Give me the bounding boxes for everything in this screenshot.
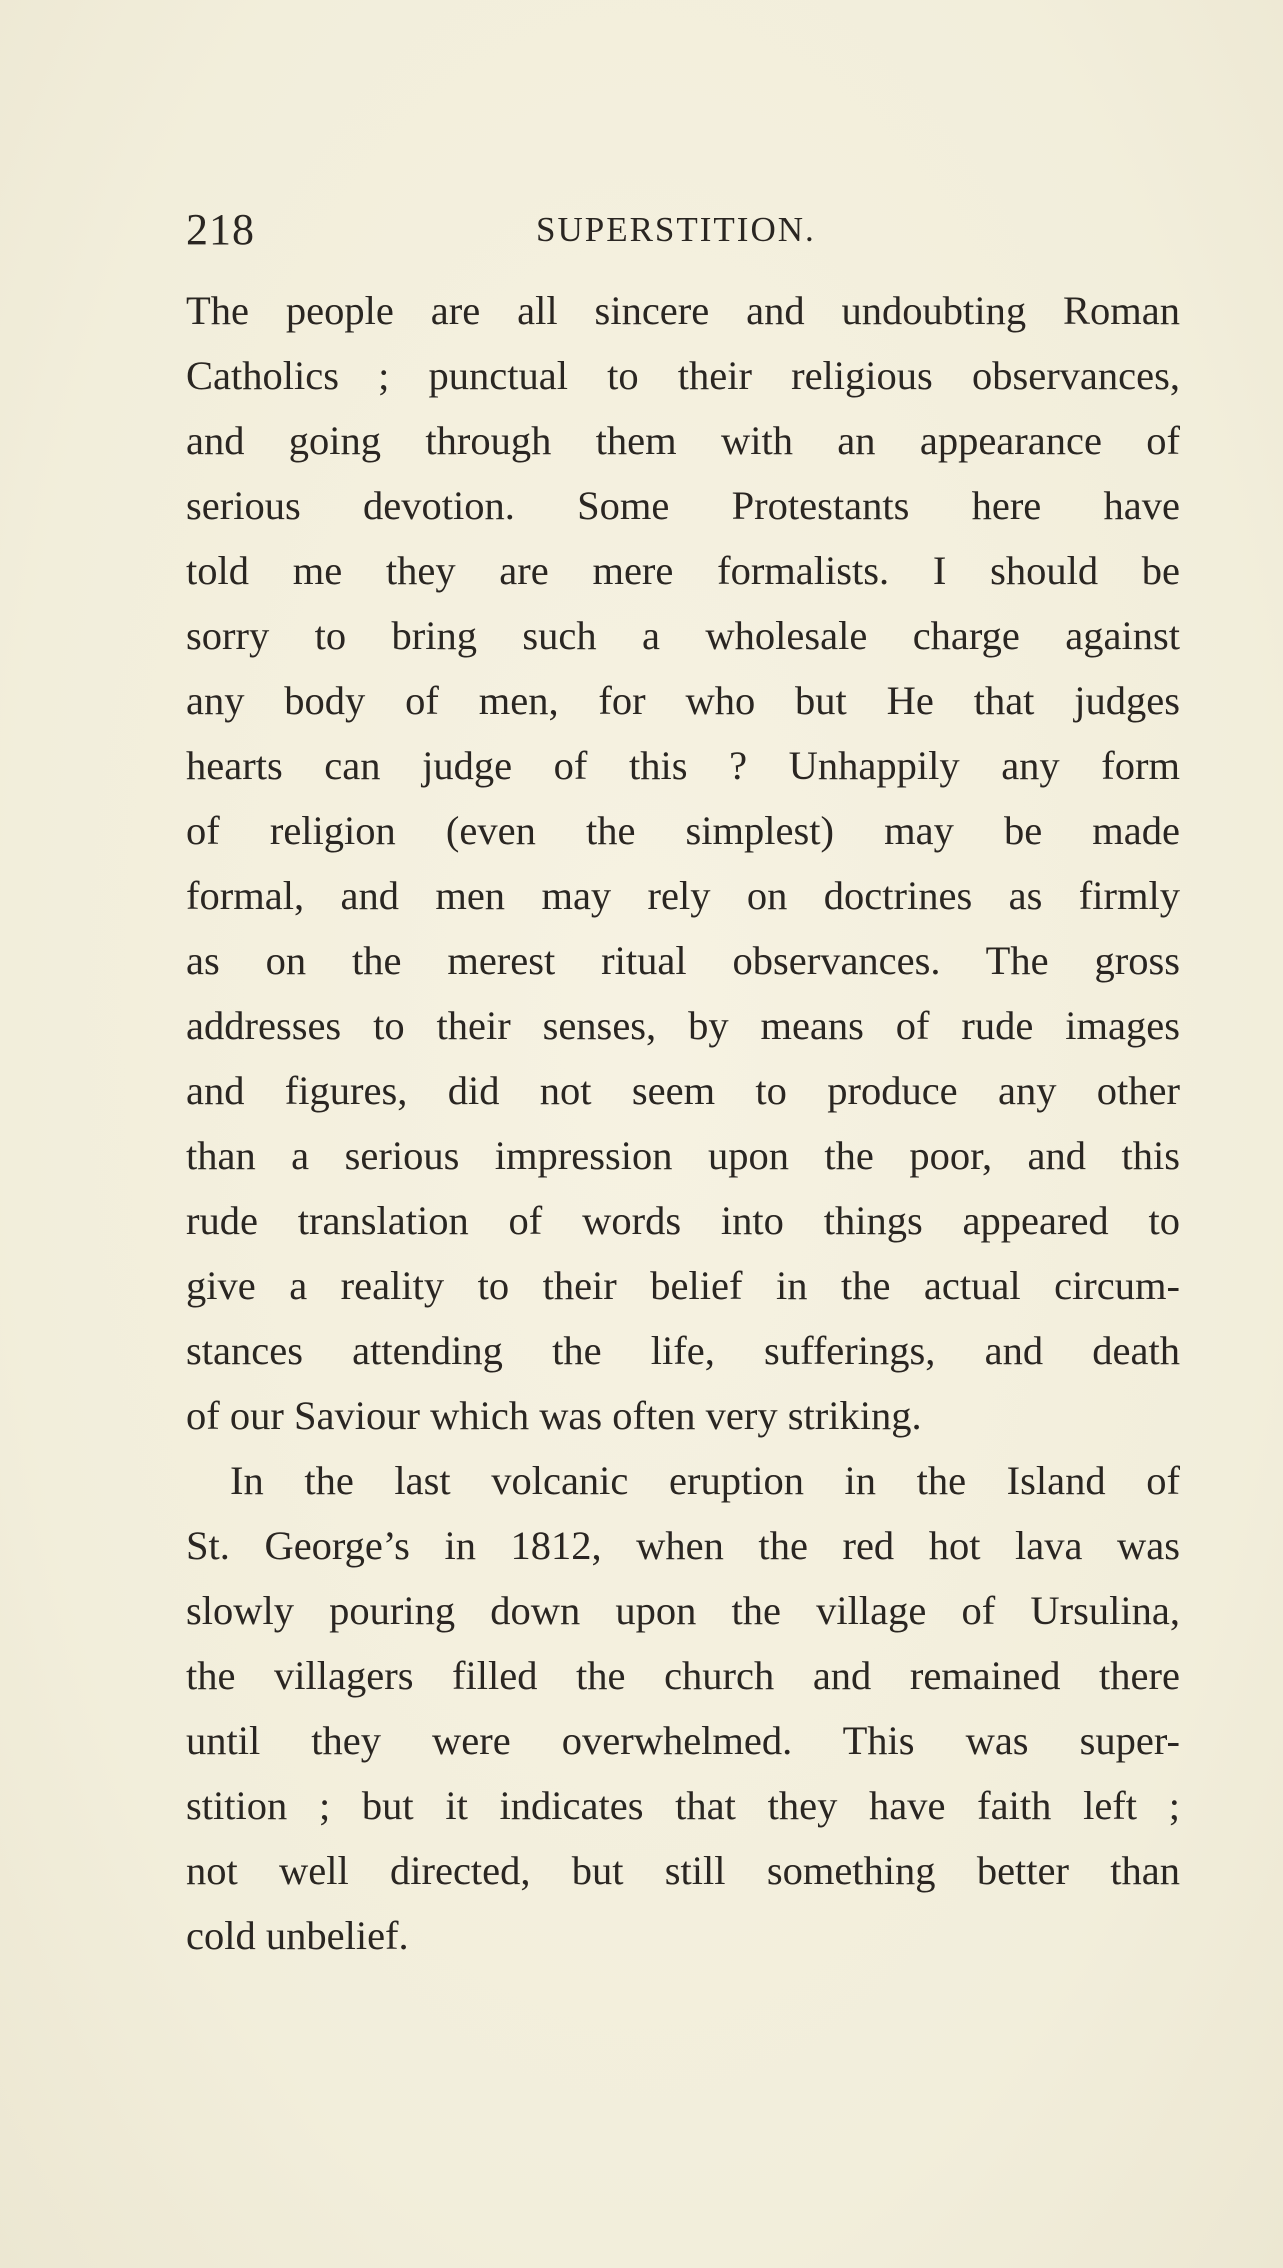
text-line: Catholics ; punctual to their religious observances, (186, 353, 1180, 398)
text-line: told me they are mere formalists. I should be (186, 548, 1180, 593)
text-line: and going through them with an appearance of (186, 418, 1180, 463)
paragraph-end-line: cold unbelief. (186, 1913, 409, 1958)
text-line: rude translation of words into things appeared to (186, 1198, 1180, 1243)
text-line: the villagers filled the church and remained there (186, 1653, 1180, 1698)
body-text (186, 278, 1180, 1968)
text-line: formal, and men may rely on doctrines as firmly (186, 873, 1180, 918)
text-line: stition ; but it indicates that they have faith left ; (186, 1783, 1180, 1828)
text-line: The people are all sincere and undoubting Roman (186, 288, 1180, 333)
text-line: as on the merest ritual observances. The gross (186, 938, 1180, 983)
text-line: serious devotion. Some Protestants here have (186, 483, 1180, 528)
paragraph-end-line: of our Saviour which was often very striking. (186, 1393, 922, 1438)
text-line: not well directed, but still something better than (186, 1848, 1180, 1893)
running-head: SUPERSTITION. (536, 210, 816, 249)
text-line: of religion (even the simplest) may be made (186, 808, 1180, 853)
page-header (186, 200, 1178, 260)
text-line: sorry to bring such a wholesale charge against (186, 613, 1180, 658)
text-line: give a reality to their belief in the actual circum- (186, 1263, 1180, 1308)
text-line: slowly pouring down upon the village of Ursulina, (186, 1588, 1180, 1633)
text-line: addresses to their senses, by means of rude images (186, 1003, 1180, 1048)
text-line: any body of men, for who but He that judges (186, 678, 1180, 723)
text-line: until they were overwhelmed. This was super- (186, 1718, 1180, 1763)
page-number: 218 (186, 205, 255, 254)
paragraph-start-line: In the last volcanic eruption in the Island of (230, 1458, 1180, 1503)
text-line: than a serious impression upon the poor, and this (186, 1133, 1180, 1178)
text-line: stances attending the life, sufferings, and death (186, 1328, 1180, 1373)
text-line: St. George’s in 1812, when the red hot lava was (186, 1523, 1180, 1568)
text-line: and figures, did not seem to produce any other (186, 1068, 1180, 1113)
text-line: hearts can judge of this ? Unhappily any form (186, 743, 1180, 788)
